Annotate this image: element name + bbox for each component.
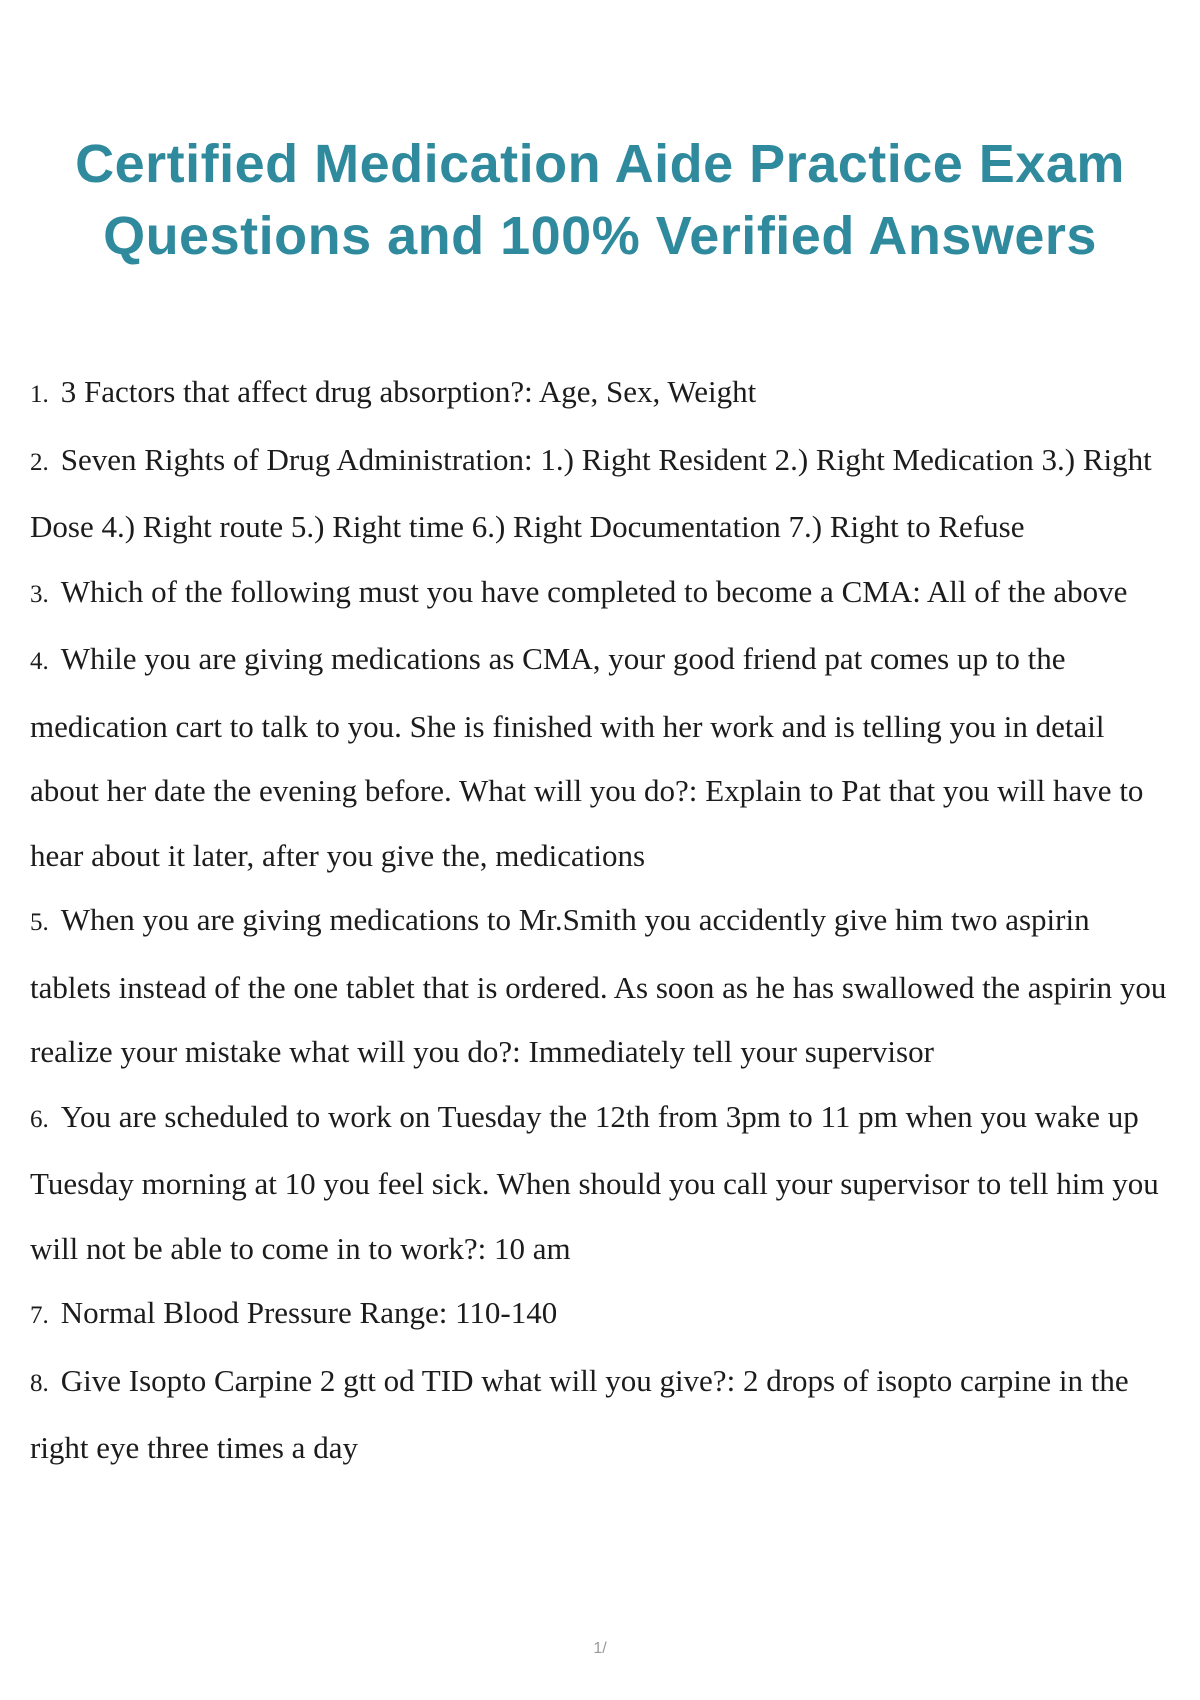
question-number: 1.: [30, 381, 49, 408]
question-text: You are scheduled to work on Tuesday the 12th from 3pm to 11 pm when you wake up Tuesday morning at 10 you feel sick. When should you call your supervisor to tell him you will not be able to come in to work?:: [30, 1098, 1159, 1266]
question-list: [30, 360, 1170, 1481]
answer-text: 1.) Right Resident 2.) Right Medication 3.) Right Dose 4.) Right route 5.) Right time 6.) Right Documentation 7.) Right to Refuse: [30, 441, 1152, 544]
question-text: While you are giving medications as CMA, your good friend pat comes up to the medication cart to talk to you. She is finished with her work and is telling you in detail about her date the evening before. What will you do?:: [30, 641, 1105, 808]
document-title: [0, 128, 1200, 272]
question-text: Seven Rights of Drug Administration:: [60, 441, 533, 477]
answer-text: Age, Sex, Weight: [538, 374, 757, 409]
question-number: 6.: [30, 1105, 49, 1133]
question-item-2: [30, 428, 1170, 560]
question-number: 8.: [30, 1369, 49, 1397]
question-item-8: [30, 1349, 1170, 1481]
question-text: Normal Blood Pressure Range:: [60, 1295, 448, 1330]
question-number: 7.: [30, 1302, 49, 1329]
question-item-7: [30, 1281, 1170, 1349]
question-text: 3 Factors that affect drug absorption?:: [60, 374, 533, 409]
question-number: 4.: [30, 648, 49, 675]
question-text: When you are giving medications to Mr.Smith you accidently give him two aspirin tablets instead of the one tablet that is ordered. As soon as he has swallowed the aspirin you realize your mistake what will you do?:: [30, 902, 1167, 1069]
title-line-1: Certified Medication Aide Practice Exam: [75, 134, 1125, 194]
question-item-5: [30, 888, 1170, 1085]
answer-text: All of the above: [926, 573, 1128, 609]
answer-text: 110-140: [455, 1295, 558, 1330]
page-number: 1/: [593, 1640, 607, 1657]
question-item-3: [30, 560, 1170, 628]
question-item-1: [30, 360, 1170, 428]
question-item-4: [30, 627, 1170, 888]
answer-text: 2 drops of isopto carpine in the right eye three times a day: [30, 1362, 1129, 1465]
question-text: Which of the following must you have completed to become a CMA:: [60, 573, 921, 609]
answer-text: Explain to Pat that you will have to hear about it later, after you give the, medications: [30, 773, 1144, 873]
question-item-6: [30, 1085, 1170, 1282]
title-line-2: Questions and 100% Verified Answers: [103, 206, 1097, 266]
answer-text: Immediately tell your supervisor: [528, 1034, 934, 1069]
question-number: 5.: [30, 909, 49, 936]
question-number: 3.: [30, 580, 49, 608]
answer-text: 10 am: [494, 1230, 571, 1266]
question-text: Give Isopto Carpine 2 gtt od TID what will you give?:: [60, 1362, 736, 1398]
question-number: 2.: [30, 448, 49, 476]
